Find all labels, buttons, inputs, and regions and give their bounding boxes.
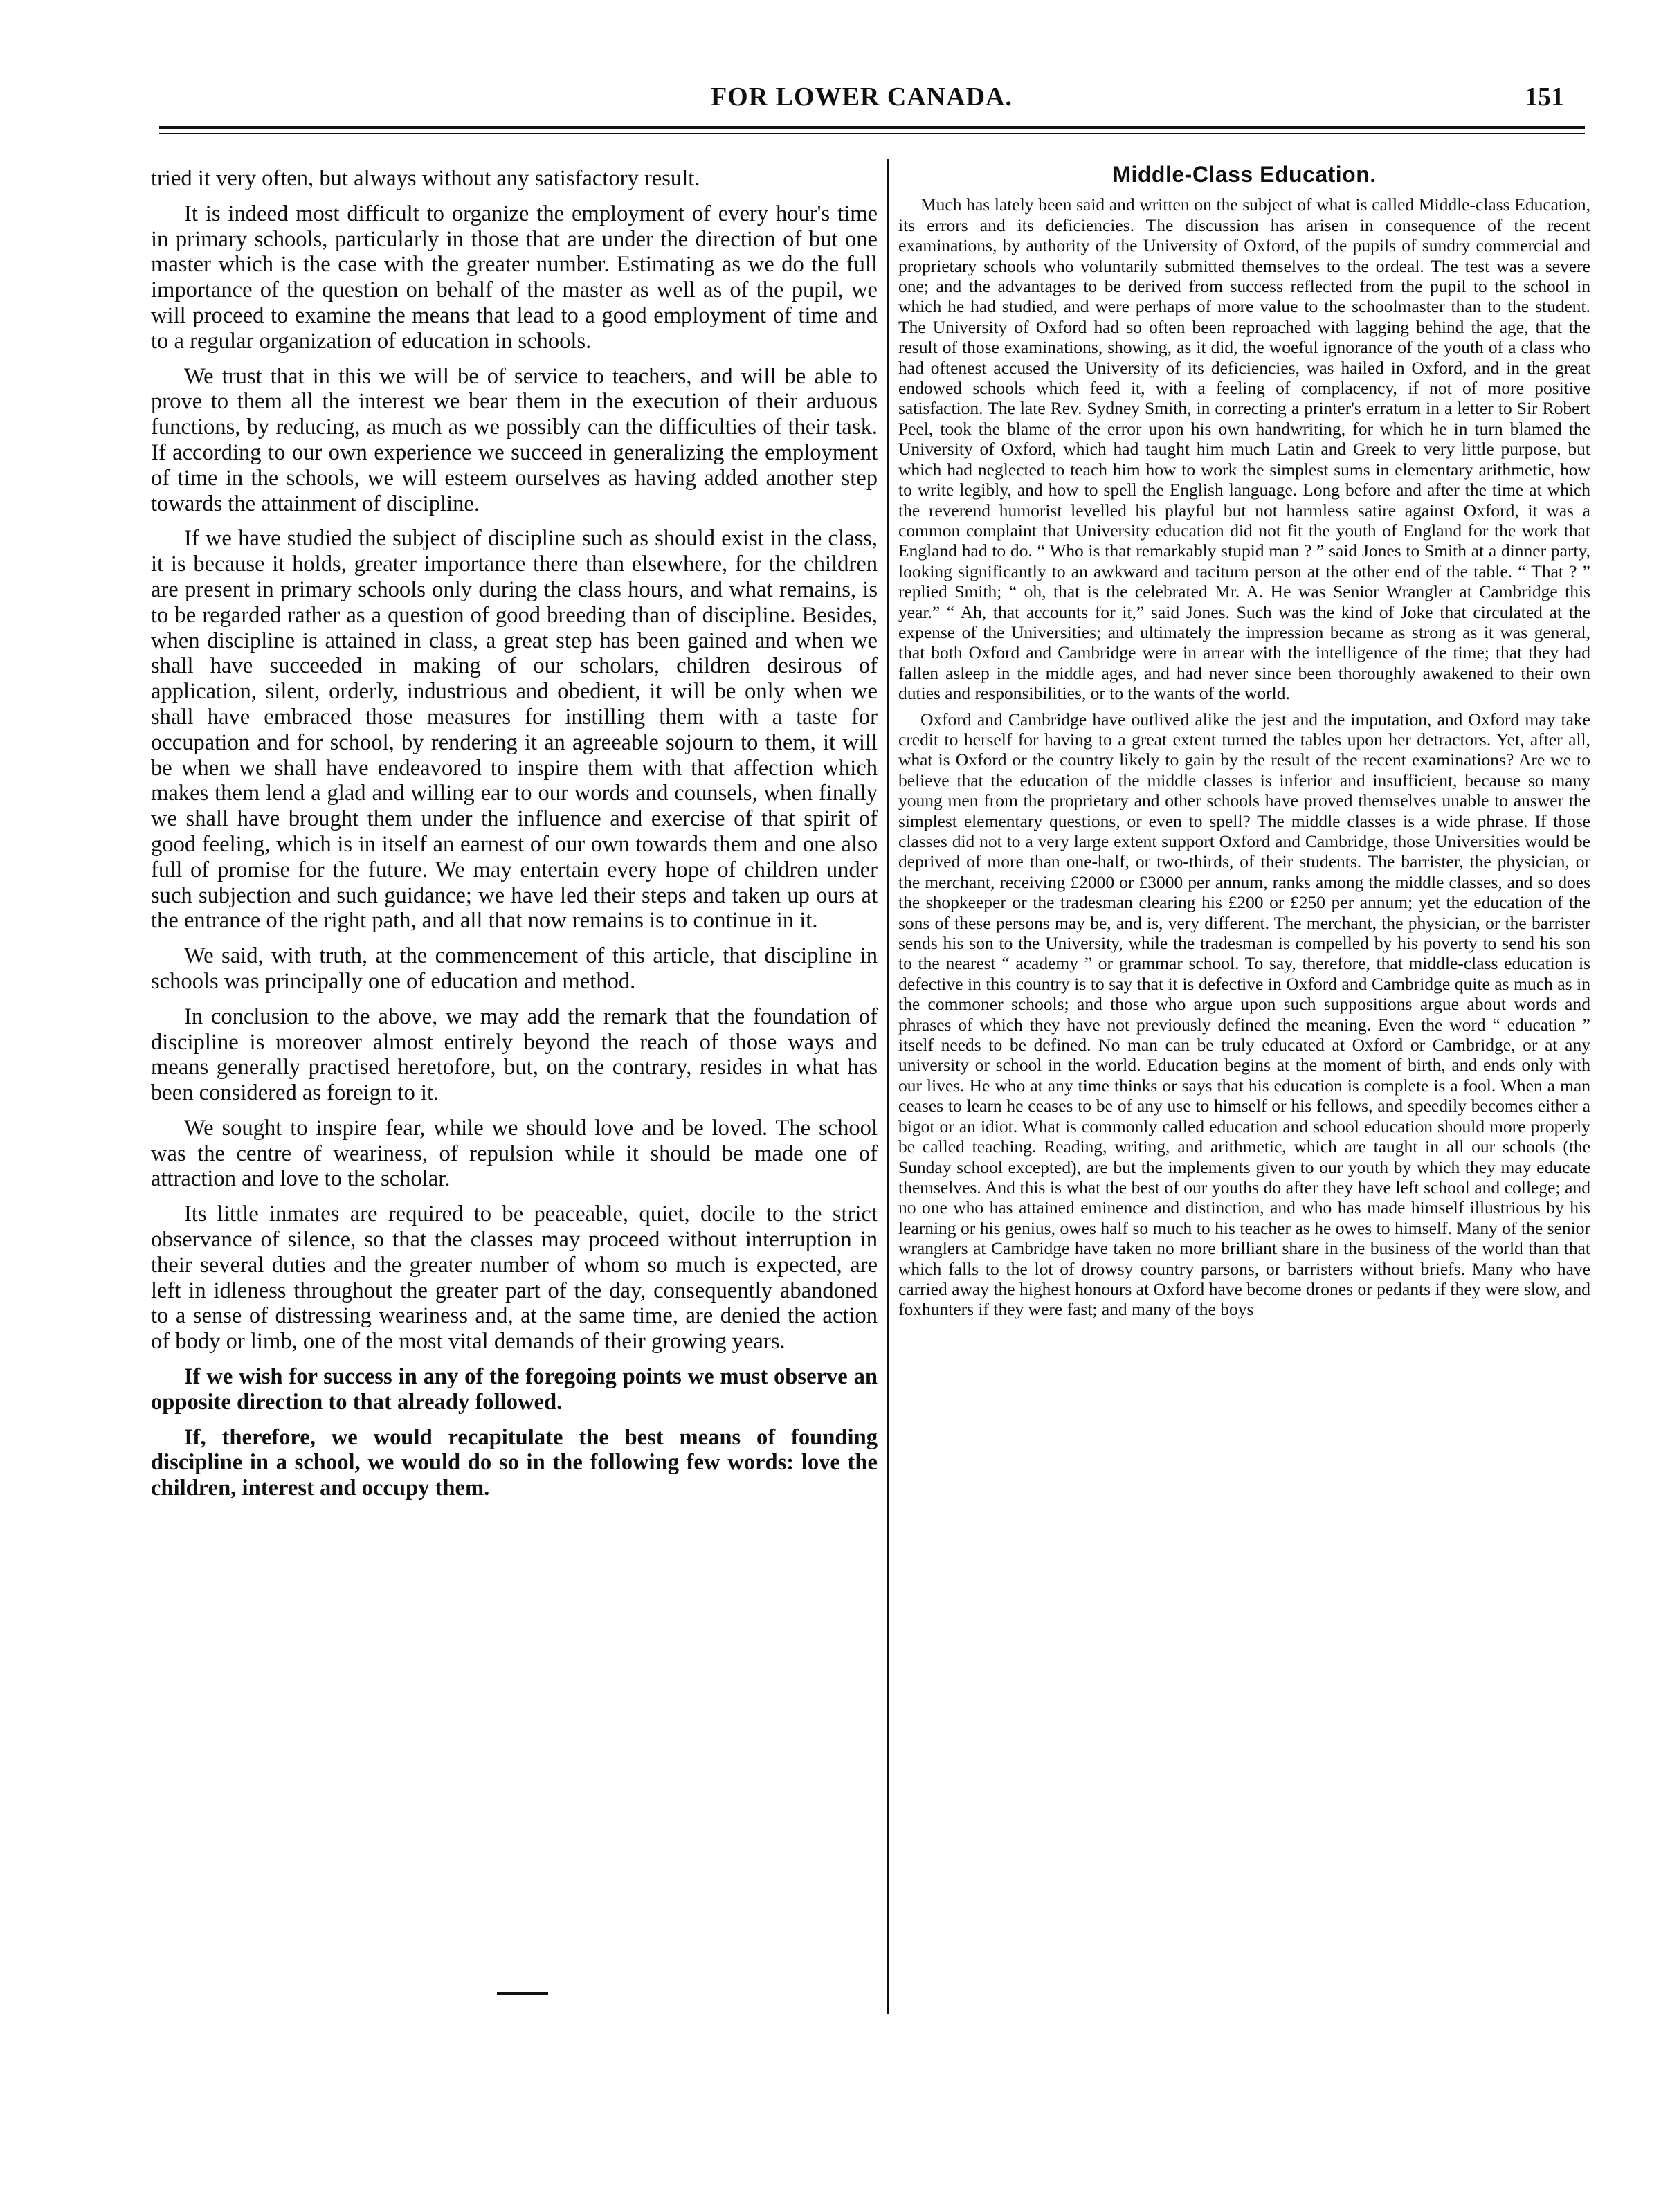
page-number: 151	[1525, 82, 1564, 111]
left-paragraph: If we have studied the subject of discipline such as should exist in the class, it is because it holds, greater importance there than elsewhere, for the children are present in primary schools only during the class hours, and what remains, is to be regarded rather as a question of good breeding than of discipline. Besides, when discipline is attained in class, a great step has been gained and when we shall have succeeded in making of our scholars, children desirous of application, silent, orderly, industrious and obedient, it will be only when we shall have embraced those measures for instilling them with a taste for occupation and for school, by rendering it an agreeable sojourn to them, it will be when we shall have endeavored to inspire them with that affection which makes them lend a glad and willing ear to our words and counsels, when finally we shall have brought them under the influence and exercise of that spirit of good feeling, which is in itself an earnest of our own towards them and one also full of promise for the future. We may entertain every hope of children under such subjection and such guidance; we have led their steps and taken up ours at the entrance of the right path, and all that now remains is to continue in it.	[151, 526, 878, 934]
left-paragraph: tried it very often, but always without any satisfactory result.	[151, 166, 700, 191]
right-column	[898, 162, 1590, 1325]
column-divider	[887, 159, 889, 2014]
left-paragraph: We trust that in this we will be of service to teachers, and will be able to prove to them all the interest we bear them in the execution of their arduous functions, by reducing, as much as we possibly can the difficulties of their task. If according to our own experience we succeed in generalizing the employment of time in the schools, we will esteem ourselves as having added another step towards the attainment of discipline.	[151, 363, 878, 516]
left-paragraph: In conclusion to the above, we may add the remark that the foundation of discipline is moreover almost entirely beyond the reach of those ways and means generally practised heretofore, but, on the contrary, resides in what has been considered as foreign to it.	[151, 1004, 878, 1106]
right-paragraph: Oxford and Cambridge have outlived alike the jest and the imputation, and Oxford may take credit to herself for having to a great extent turned the tables upon her detractors. Yet, after all, what is Oxford or the country likely to gain by the result of the recent examinations? Are we to believe that the education of the middle classes is inferior and insufficient, because so many young men from the proprietary and other schools have proved themselves unable to answer the simplest elementary questions, or even to spell? The middle classes is a wide phrase. If those classes did not to a very large extent support Oxford and Cambridge, those Universities would be deprived of more than one-half, or two-thirds, of their students. The barrister, the physician, or the merchant, receiving £2000 or £3000 per annum, ranks among the middle classes, and so does the shopkeeper or the tradesman clearing his £200 or £250 per annum; yet the education of the sons of these persons may be, and is, very different. The merchant, the physician, or the barrister sends his son to the University, while the tradesman is compelled by his poverty to send his son to the nearest “ academy ” or grammar school. To say, therefore, that middle-class education is defective in this country is to say that it is defective in Oxford and Cambridge quite as much as in the commoner schools; and those who argue upon such suppositions argue about words and phrases of which they have not previously defined the meaning. Even the word “ education ” itself needs to be defined. No man can be truly educated at Oxford or Cambridge, or at any university or school in the world. Education begins at the moment of birth, and ends only with our lives. He who at any time thinks or says that his education is complete is a fool. When a man ceases to learn he ceases to be of any use to himself or his fellows, and speedily becomes either a bigot or an idiot. What is commonly called education and school education should more properly be called teaching. Reading, writing, and arithmetic, which are taught in all our schools (the Sunday school excepted), are but the implements given to our youth by which they may educate themselves. And this is what the best of our youths do after they have left school and college; and no one who has attained eminence and distinction, and who has made himself illustrious by his learning or his genius, owes half so much to his teacher as he owes to himself. Many of the senior wranglers at Cambridge have taken no more brilliant share in the business of the world than that which falls to the lot of drowsy country parsons, or barristers without briefs. Many who have carried away the highest honours at Oxford have become drones or pedants if they were slow, and foxhunters if they were fast; and many of the boys	[898, 709, 1590, 1320]
right-paragraph: Much has lately been said and written on the subject of what is called Middle-class Education, its errors and its deficiencies. The discussion has arisen in consequence of the recent examinations, by authority of the University of Oxford, of the pupils of sundry commercial and proprietary schools who voluntarily submitted themselves to the ordeal. The test was a severe one; and the advantages to be derived from success reflected from the pupil to the school in which he had studied, and were perhaps of more value to the schoolmaster than to the student. The University of Oxford had so often been reproached with lagging behind the age, that the result of those examinations, showing, as it did, the woeful ignorance of the youth of a class who had oftenest accused the University of its deficiencies, was hailed in Oxford, and in the great endowed schools which feed it, with a feeling of complacency, if not of more positive satisfaction. The late Rev. Sydney Smith, in correcting a printer's erratum in a letter to Sir Robert Peel, took the blame of the error upon his own handwriting, for which he in turn blamed the University of Oxford, which had taught him much Latin and Greek to very little purpose, but which had neglected to teach him how to work the simplest sums in elementary arithmetic, how to write legibly, and how to spell the English language. Long before and after the time at which the reverend humorist levelled his playful but not harmless satire against Oxford, it was a common complaint that University education did not fit the youth of England for the work that England had to do. “ Who is that remarkably stupid man ? ” said Jones to Smith at a dinner party, looking significantly to an awkward and taciturn person at the other end of the table. “ That ? ” replied Smith; “ oh, that is the celebrated Mr. A. He was Senior Wrangler at Cambridge this year.” “ Ah, that accounts for it,” said Jones. Such was the kind of Joke that circulated at the expense of the Universities; and ultimately the impression became as strong as it was general, that both Oxford and Cambridge were in arrear with the intelligence of the time; that they had fallen asleep in the middle ages, and had never since been thoroughly awakened to their own duties and responsibilities, or to the wants of the world.	[898, 194, 1590, 704]
left-paragraph: Its little inmates are required to be peaceable, quiet, docile to the strict observance of silence, so that the classes may proceed without interruption in their several duties and the greater number of whom so much is expected, are left in idleness throughout the greater part of the day, consequently abandoned to a sense of distressing weariness and, at the same time, are denied the action of body or limb, one of the most vital demands of their growing years.	[151, 1202, 878, 1354]
page-header	[159, 82, 1564, 123]
header-rule-thick	[159, 126, 1585, 129]
left-paragraph: If, therefore, we would recapitulate the best means of founding discipline in a school, we would do so in the following few words: love the children, interest and occupy them.	[151, 1424, 878, 1501]
header-rule-thin	[159, 133, 1585, 134]
running-title: FOR LOWER CANADA.	[710, 82, 1013, 111]
left-column	[151, 166, 878, 1511]
article-heading: Middle-Class Education.	[1112, 162, 1377, 187]
left-paragraph: If we wish for success in any of the foregoing points we must observe an opposite direction to that already followed.	[151, 1364, 878, 1415]
article-end-rule	[497, 1992, 548, 1995]
left-paragraph: We said, with truth, at the commencement of this article, that discipline in schools was principally one of education and method.	[151, 943, 878, 994]
left-paragraph: It is indeed most difficult to organize the employment of every hour's time in primary schools, particularly in those that are under the direction of but one master which is the case with the greater number. Estimating as we do the full importance of the question on behalf of the master as well as of the pupil, we will proceed to examine the means that lead to a good employment of time and to a regular organization of education in schools.	[151, 201, 878, 354]
left-paragraph: We sought to inspire fear, while we should love and be loved. The school was the centre of weariness, of repulsion while it should be made one of attraction and love to the scholar.	[151, 1115, 878, 1192]
